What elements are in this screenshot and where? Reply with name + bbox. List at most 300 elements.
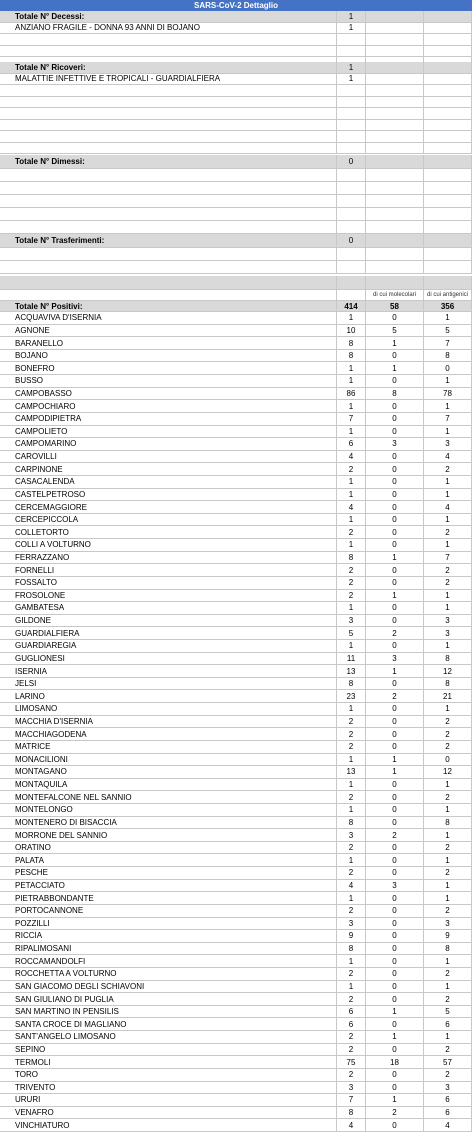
empty-row — [0, 97, 472, 109]
antigenici-cell: 2 — [424, 1044, 472, 1057]
antigenici-cell: 7 — [424, 413, 472, 426]
municipality-row — [0, 665, 472, 678]
positivi-total — [0, 301, 472, 312]
count-cell: 0 — [337, 234, 366, 248]
molecolari-cell: 1 — [366, 1094, 424, 1107]
row-label: CERCEMAGGIORE — [0, 501, 337, 514]
row-label: CASACALENDA — [0, 476, 337, 489]
count-cell: 3 — [337, 1082, 366, 1095]
antigenici-cell: 1 — [424, 312, 472, 325]
count-cell — [337, 221, 366, 234]
municipality-row — [0, 892, 472, 905]
row-label: GUGLIONESI — [0, 653, 337, 666]
count-cell: 4 — [337, 451, 366, 464]
antigenici-cell: 2 — [424, 526, 472, 539]
antigenici-cell: 1 — [424, 955, 472, 968]
antigenici-cell: 4 — [424, 451, 472, 464]
molecolari-cell: 0 — [366, 716, 424, 729]
row-label: SEPINO — [0, 1044, 337, 1057]
antigenici-cell: 7 — [424, 552, 472, 565]
antigenici-cell: 1 — [424, 779, 472, 792]
row-label: MONACILIONI — [0, 754, 337, 767]
molecolari-cell — [366, 34, 424, 46]
molecolari-cell: 0 — [366, 779, 424, 792]
municipality-row — [0, 754, 472, 767]
count-cell: 8 — [337, 552, 366, 565]
molecolari-cell: 2 — [366, 829, 424, 842]
antigenici-cell — [424, 85, 472, 97]
antigenici-cell — [424, 221, 472, 234]
antigenici-cell: 1 — [424, 539, 472, 552]
molecolari-cell: 1 — [366, 590, 424, 603]
row-label: BUSSO — [0, 375, 337, 388]
row-label — [0, 169, 337, 182]
count-cell: 1 — [337, 489, 366, 502]
count-cell: 2 — [337, 741, 366, 754]
molecolari-cell — [366, 97, 424, 109]
antigenici-cell: 3 — [424, 438, 472, 451]
municipality-row — [0, 514, 472, 527]
municipality-row — [0, 653, 472, 666]
empty-row — [0, 182, 472, 195]
molecolari-cell — [366, 85, 424, 97]
row-label: ISERNIA — [0, 665, 337, 678]
table-row — [0, 74, 472, 86]
antigenici-cell: 7 — [424, 337, 472, 350]
molecolari-cell: 8 — [366, 388, 424, 401]
count-cell: 7 — [337, 413, 366, 426]
municipality-row — [0, 577, 472, 590]
antigenici-cell: 12 — [424, 665, 472, 678]
count-cell — [337, 120, 366, 132]
antigenici-cell: 4 — [424, 1119, 472, 1132]
row-label: GUARDIALFIERA — [0, 627, 337, 640]
row-label: RICCIA — [0, 930, 337, 943]
antigenici-cell: 3 — [424, 1082, 472, 1095]
count-cell: 1 — [337, 400, 366, 413]
molecolari-cell: 0 — [366, 943, 424, 956]
count-cell: 1 — [337, 74, 366, 86]
molecolari-cell: di cui molecolari — [366, 290, 424, 301]
count-cell: 2 — [337, 716, 366, 729]
antigenici-cell — [424, 46, 472, 58]
molecolari-cell: 0 — [366, 312, 424, 325]
count-cell: 2 — [337, 463, 366, 476]
row-label: PESCHE — [0, 867, 337, 880]
molecolari-cell: 0 — [366, 539, 424, 552]
antigenici-cell: 1 — [424, 602, 472, 615]
row-label: MALATTIE INFETTIVE E TROPICALI - GUARDIALFIERA — [0, 74, 337, 86]
count-cell: 23 — [337, 690, 366, 703]
municipality-row — [0, 791, 472, 804]
antigenici-cell — [424, 62, 472, 74]
antigenici-cell: 1 — [424, 880, 472, 893]
row-label: PETACCIATO — [0, 880, 337, 893]
count-cell — [337, 208, 366, 221]
row-label — [0, 97, 337, 109]
molecolari-cell — [366, 234, 424, 248]
count-cell — [337, 195, 366, 208]
ricoveri-header — [0, 62, 472, 74]
municipality-row — [0, 1069, 472, 1082]
count-cell — [337, 248, 366, 261]
row-label: BOJANO — [0, 350, 337, 363]
municipality-row — [0, 1044, 472, 1057]
count-cell: 3 — [337, 615, 366, 628]
antigenici-cell: 1 — [424, 400, 472, 413]
antigenici-cell: 6 — [424, 1107, 472, 1120]
municipality-row — [0, 501, 472, 514]
molecolari-cell: 0 — [366, 451, 424, 464]
row-label: RIPALIMOSANI — [0, 943, 337, 956]
municipality-row — [0, 1018, 472, 1031]
row-label: FORNELLI — [0, 564, 337, 577]
molecolari-cell — [366, 11, 424, 23]
count-cell: 1 — [337, 640, 366, 653]
molecolari-cell — [366, 143, 424, 155]
molecolari-cell: 1 — [366, 665, 424, 678]
count-cell: 6 — [337, 1018, 366, 1031]
antigenici-cell: 1 — [424, 514, 472, 527]
row-label: MORRONE DEL SANNIO — [0, 829, 337, 842]
municipality-row — [0, 905, 472, 918]
molecolari-cell: 0 — [366, 615, 424, 628]
municipality-row — [0, 930, 472, 943]
count-cell: 6 — [337, 438, 366, 451]
municipality-row — [0, 413, 472, 426]
molecolari-cell: 0 — [366, 741, 424, 754]
count-cell — [337, 261, 366, 274]
molecolari-cell — [366, 46, 424, 58]
row-label — [0, 276, 337, 290]
municipality-row — [0, 779, 472, 792]
molecolari-cell — [366, 169, 424, 182]
municipality-row — [0, 981, 472, 994]
molecolari-cell: 1 — [366, 754, 424, 767]
molecolari-cell: 0 — [366, 1069, 424, 1082]
municipality-row — [0, 955, 472, 968]
municipality-row — [0, 842, 472, 855]
municipality-row — [0, 766, 472, 779]
count-cell: 4 — [337, 501, 366, 514]
count-cell — [337, 97, 366, 109]
row-label: GAMBATESA — [0, 602, 337, 615]
count-cell: 8 — [337, 817, 366, 830]
row-label: CAMPODIPIETRA — [0, 413, 337, 426]
antigenici-cell: 2 — [424, 741, 472, 754]
count-cell: 1 — [337, 23, 366, 35]
count-cell: 1 — [337, 955, 366, 968]
count-cell: 2 — [337, 577, 366, 590]
municipality-row — [0, 678, 472, 691]
municipality-row — [0, 1082, 472, 1095]
molecolari-cell: 1 — [366, 1006, 424, 1019]
empty-row — [0, 248, 472, 261]
row-label — [0, 131, 337, 143]
antigenici-cell: 1 — [424, 829, 472, 842]
antigenici-cell — [424, 143, 472, 155]
molecolari-cell: 1 — [366, 1031, 424, 1044]
row-label: MATRICE — [0, 741, 337, 754]
antigenici-cell: 2 — [424, 564, 472, 577]
count-cell: 1 — [337, 514, 366, 527]
count-cell: 5 — [337, 627, 366, 640]
molecolari-cell — [366, 108, 424, 120]
molecolari-cell: 5 — [366, 325, 424, 338]
municipality-row — [0, 690, 472, 703]
row-label: CAMPOCHIARO — [0, 400, 337, 413]
antigenici-cell: 57 — [424, 1056, 472, 1069]
molecolari-cell: 0 — [366, 918, 424, 931]
molecolari-cell — [366, 248, 424, 261]
row-label: MACCHIAGODENA — [0, 728, 337, 741]
positivi-subheader — [0, 290, 472, 301]
row-label: ANZIANO FRAGILE - DONNA 93 ANNI DI BOJANO — [0, 23, 337, 35]
row-label — [0, 208, 337, 221]
row-label: CAMPOMARINO — [0, 438, 337, 451]
municipality-row — [0, 463, 472, 476]
municipality-row — [0, 728, 472, 741]
molecolari-cell — [366, 276, 424, 290]
row-label — [0, 195, 337, 208]
molecolari-cell: 0 — [366, 867, 424, 880]
municipality-row — [0, 880, 472, 893]
molecolari-cell: 0 — [366, 1119, 424, 1132]
row-label: SAN GIACOMO DEGLI SCHIAVONI — [0, 981, 337, 994]
molecolari-cell — [366, 131, 424, 143]
molecolari-cell: 18 — [366, 1056, 424, 1069]
molecolari-cell: 2 — [366, 690, 424, 703]
row-label — [0, 248, 337, 261]
municipality-row — [0, 943, 472, 956]
antigenici-cell: 1 — [424, 892, 472, 905]
molecolari-cell: 0 — [366, 1082, 424, 1095]
count-cell: 7 — [337, 1094, 366, 1107]
molecolari-cell: 0 — [366, 993, 424, 1006]
molecolari-cell: 0 — [366, 1018, 424, 1031]
count-cell — [337, 85, 366, 97]
row-label: COLLETORTO — [0, 526, 337, 539]
molecolari-cell: 0 — [366, 640, 424, 653]
municipality-row — [0, 539, 472, 552]
antigenici-cell — [424, 248, 472, 261]
molecolari-cell: 1 — [366, 766, 424, 779]
count-cell: 1 — [337, 892, 366, 905]
municipality-row — [0, 1119, 472, 1132]
count-cell: 6 — [337, 1006, 366, 1019]
molecolari-cell: 0 — [366, 892, 424, 905]
antigenici-cell — [424, 276, 472, 290]
row-label: GUARDIAREGIA — [0, 640, 337, 653]
municipality-row — [0, 867, 472, 880]
molecolari-cell: 0 — [366, 1044, 424, 1057]
antigenici-cell — [424, 11, 472, 23]
row-label: TRIVENTO — [0, 1082, 337, 1095]
municipality-row — [0, 1006, 472, 1019]
antigenici-cell: 1 — [424, 476, 472, 489]
count-cell — [337, 108, 366, 120]
molecolari-cell: 0 — [366, 489, 424, 502]
municipality-row — [0, 804, 472, 817]
municipality-row — [0, 817, 472, 830]
row-label: AGNONE — [0, 325, 337, 338]
molecolari-cell: 0 — [366, 564, 424, 577]
count-cell: 1 — [337, 703, 366, 716]
municipality-row — [0, 1056, 472, 1069]
antigenici-cell: 1 — [424, 854, 472, 867]
row-label: LIMOSANO — [0, 703, 337, 716]
antigenici-cell: 2 — [424, 905, 472, 918]
antigenici-cell — [424, 208, 472, 221]
molecolari-cell — [366, 261, 424, 274]
row-label: SAN MARTINO IN PENSILIS — [0, 1006, 337, 1019]
molecolari-cell: 0 — [366, 703, 424, 716]
antigenici-cell: 2 — [424, 463, 472, 476]
count-cell: 13 — [337, 665, 366, 678]
count-cell: 4 — [337, 1119, 366, 1132]
municipality-row — [0, 854, 472, 867]
count-cell: 2 — [337, 905, 366, 918]
count-cell — [337, 131, 366, 143]
molecolari-cell: 0 — [366, 968, 424, 981]
antigenici-cell: 1 — [424, 426, 472, 439]
municipality-row — [0, 564, 472, 577]
municipality-row — [0, 388, 472, 401]
row-label: FOSSALTO — [0, 577, 337, 590]
row-label: LARINO — [0, 690, 337, 703]
empty-row — [0, 120, 472, 132]
molecolari-cell: 0 — [366, 400, 424, 413]
molecolari-cell: 0 — [366, 930, 424, 943]
row-label: BARANELLO — [0, 337, 337, 350]
antigenici-cell: 1 — [424, 1031, 472, 1044]
row-label: MONTELONGO — [0, 804, 337, 817]
row-label: CERCEPICCOLA — [0, 514, 337, 527]
row-label: Totale N° Trasferimenti: — [0, 234, 337, 248]
row-label: JELSI — [0, 678, 337, 691]
count-cell: 414 — [337, 301, 366, 312]
row-label: Totale N° Positivi: — [0, 301, 337, 312]
row-label: CAMPOLIETO — [0, 426, 337, 439]
count-cell — [337, 46, 366, 58]
count-cell: 1 — [337, 754, 366, 767]
count-cell: 2 — [337, 842, 366, 855]
row-label — [0, 221, 337, 234]
antigenici-cell: 2 — [424, 968, 472, 981]
empty-row — [0, 46, 472, 58]
row-label: MACCHIA D'ISERNIA — [0, 716, 337, 729]
antigenici-cell: 8 — [424, 678, 472, 691]
antigenici-cell — [424, 120, 472, 132]
row-label: MONTAGANO — [0, 766, 337, 779]
antigenici-cell — [424, 74, 472, 86]
count-cell — [337, 182, 366, 195]
count-cell: 10 — [337, 325, 366, 338]
row-label: ACQUAVIVA D'ISERNIA — [0, 312, 337, 325]
antigenici-cell: 6 — [424, 1018, 472, 1031]
antigenici-cell: 1 — [424, 804, 472, 817]
molecolari-cell: 1 — [366, 337, 424, 350]
row-label: MONTEFALCONE NEL SANNIO — [0, 791, 337, 804]
row-label: VENAFRO — [0, 1107, 337, 1120]
count-cell: 1 — [337, 362, 366, 375]
row-label: FERRAZZANO — [0, 552, 337, 565]
molecolari-cell — [366, 221, 424, 234]
molecolari-cell: 2 — [366, 627, 424, 640]
empty-row — [0, 195, 472, 208]
row-label — [0, 108, 337, 120]
molecolari-cell: 0 — [366, 350, 424, 363]
row-label — [0, 143, 337, 155]
dimessi-header — [0, 155, 472, 169]
molecolari-cell: 1 — [366, 362, 424, 375]
municipality-row — [0, 993, 472, 1006]
count-cell — [337, 143, 366, 155]
empty-row — [0, 131, 472, 143]
positivi-band — [0, 276, 472, 290]
empty-row — [0, 169, 472, 182]
antigenici-cell: 2 — [424, 993, 472, 1006]
municipality-row — [0, 552, 472, 565]
molecolari-cell: 0 — [366, 905, 424, 918]
molecolari-cell: 0 — [366, 501, 424, 514]
antigenici-cell: 356 — [424, 301, 472, 312]
antigenici-cell — [424, 169, 472, 182]
row-label: CARPINONE — [0, 463, 337, 476]
antigenici-cell: di cui antigenici — [424, 290, 472, 301]
molecolari-cell — [366, 120, 424, 132]
molecolari-cell: 3 — [366, 880, 424, 893]
count-cell: 1 — [337, 476, 366, 489]
antigenici-cell: 1 — [424, 703, 472, 716]
municipality-row — [0, 325, 472, 338]
empty-row — [0, 108, 472, 120]
count-cell: 2 — [337, 993, 366, 1006]
municipality-row — [0, 489, 472, 502]
molecolari-cell: 3 — [366, 438, 424, 451]
sheet-title: SARS-CoV-2 Dettaglio — [0, 0, 472, 11]
row-label: PALATA — [0, 854, 337, 867]
municipality-row — [0, 1094, 472, 1107]
antigenici-cell: 2 — [424, 791, 472, 804]
count-cell: 8 — [337, 943, 366, 956]
count-cell: 1 — [337, 62, 366, 74]
molecolari-cell: 0 — [366, 514, 424, 527]
molecolari-cell — [366, 62, 424, 74]
count-cell: 2 — [337, 1069, 366, 1082]
row-label: URURI — [0, 1094, 337, 1107]
molecolari-cell: 0 — [366, 854, 424, 867]
municipality-row — [0, 829, 472, 842]
count-cell: 1 — [337, 804, 366, 817]
count-cell — [337, 290, 366, 301]
municipality-row — [0, 918, 472, 931]
row-label: Totale N° Dimessi: — [0, 155, 337, 169]
row-label: ROCCAMANDOLFI — [0, 955, 337, 968]
row-label: CAMPOBASSO — [0, 388, 337, 401]
row-label: TORO — [0, 1069, 337, 1082]
antigenici-cell: 6 — [424, 1094, 472, 1107]
molecolari-cell: 0 — [366, 817, 424, 830]
empty-row — [0, 34, 472, 46]
antigenici-cell: 1 — [424, 375, 472, 388]
municipality-row — [0, 476, 472, 489]
antigenici-cell: 12 — [424, 766, 472, 779]
molecolari-cell: 0 — [366, 804, 424, 817]
antigenici-cell: 3 — [424, 627, 472, 640]
row-label: CAROVILLI — [0, 451, 337, 464]
count-cell — [337, 276, 366, 290]
